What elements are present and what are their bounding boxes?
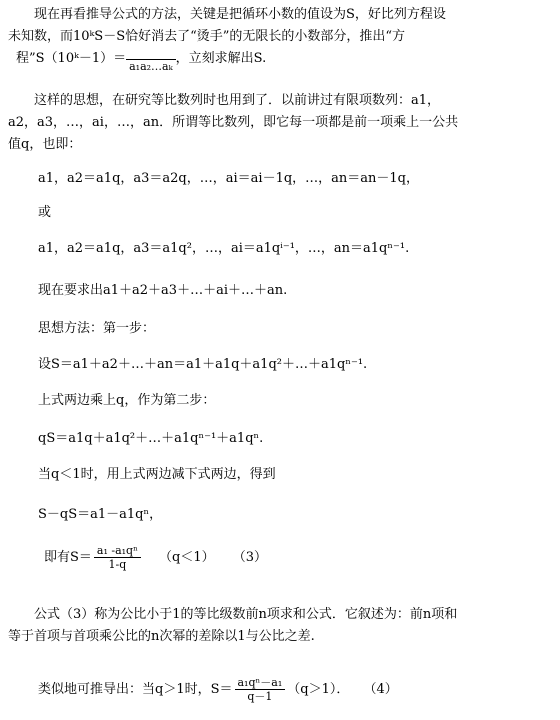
formula-4-denominator: q－1 (247, 690, 273, 703)
formula-3-numerator: a₁ -a₁qⁿ (94, 544, 141, 558)
para1-line1: 现在再看推导公式的方法，关键是把循环小数的值设为S，好比列方程设 (34, 7, 446, 22)
formula-3-label: （3） (232, 550, 268, 565)
step2-equation: qS＝a1q＋a1q²＋…＋a1qⁿ⁻¹＋a1qⁿ. (38, 431, 264, 446)
formula-4 (38, 676, 560, 704)
para2-line3: 值q，也即： (8, 137, 82, 152)
formula-3-prefix: 即有S＝ (44, 550, 92, 565)
para3-line2: 等于首项与首项乘公比的n次幂的差除以1与公比之差. (8, 629, 315, 644)
para2-line1: 这样的思想，在研究等比数列时也用到了．以前讲过有限项数列：a1， (34, 93, 441, 108)
inline-fraction-denominator: a₁a₂…aₖ (126, 59, 176, 73)
sequence-definition-1: a1，a2＝a1q，a3＝a2q，…，ai＝ai－1q，…，an＝an－1q， (38, 171, 419, 186)
para3-line1: 公式（3）称为公比小于1的等比级数前n项求和公式．它叙述为：前n项和 (34, 607, 458, 622)
formula-4-prefix: 类似地可推导出：当q＞1时，S＝ (38, 682, 233, 697)
formula-3-fraction (94, 544, 141, 571)
goal-statement: 现在要求出a1＋a2＋a3＋…＋ai＋…＋an. (38, 283, 288, 298)
step2-text: 上式两边乘上q，作为第二步： (38, 393, 216, 408)
or-text: 或 (38, 205, 52, 220)
para1-line3-end: ，立刻求解出S. (175, 51, 267, 66)
para1-line2: 未知数，而10ᵏS－S恰好消去了“烫手”的无限长的小数部分，推出“方 (8, 29, 406, 44)
step3-equation: S－qS＝a1－a1qⁿ， (38, 507, 163, 522)
method-heading: 思想方法：第一步： (38, 321, 156, 336)
formula-3-condition: （q＜1） (159, 550, 215, 565)
formula-4-numerator: a₁qⁿ－a₁ (235, 676, 286, 690)
formula-3-denominator: 1-q (108, 558, 127, 571)
para2-line2: a2，a3，…，ai，…，an．所谓等比数列，即它每一项都是前一项乘上一公共 (8, 115, 459, 130)
sequence-definition-2: a1，a2＝a1q，a3＝a1q²，…，ai＝a1qⁱ⁻¹，…，an＝a1qⁿ⁻¹. (38, 241, 410, 256)
formula-4-label: （4） (363, 682, 398, 697)
formula-4-condition: （q＞1）． (287, 682, 350, 697)
para1-line3 (8, 48, 552, 73)
para1-line3-start: 程”S（10ᵏ－1）＝ (16, 51, 127, 66)
formula-3 (44, 544, 560, 572)
formula-4-fraction (235, 676, 286, 703)
step3-text: 当q＜1时，用上式两边减下式两边，得到 (38, 467, 276, 482)
step1-equation: 设S＝a1＋a2＋…＋an＝a1＋a1q＋a1q²＋…＋a1qⁿ⁻¹. (38, 357, 368, 372)
